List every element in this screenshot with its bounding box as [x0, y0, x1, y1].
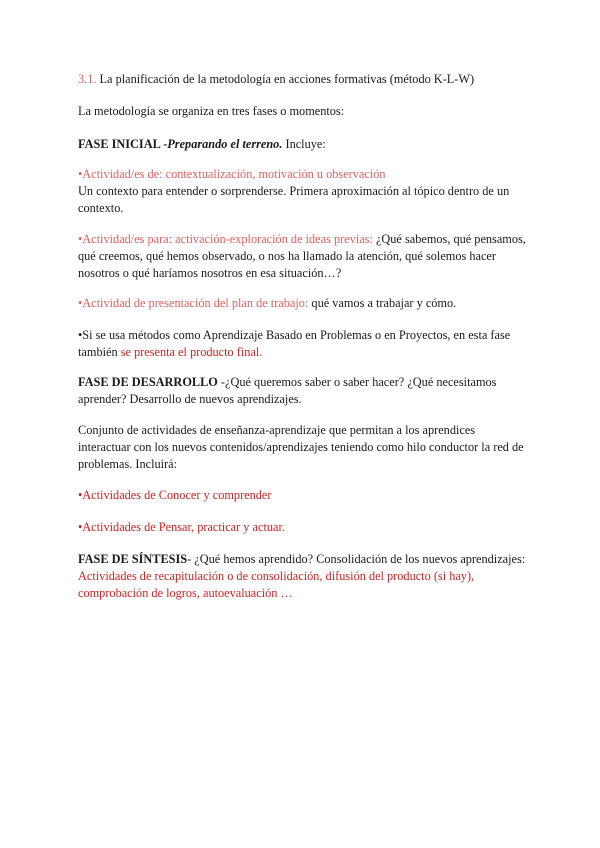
fase-inicial-title: FASE INICIAL -	[78, 137, 168, 151]
activity-pensar: •Actividades de Pensar, practicar y actuar.	[78, 520, 285, 534]
conjunto-paragraph: Conjunto de actividades de enseñanza-aprendizaje que permitan a los aprendices interactuar con los nuevos contenidos/aprendizajes teniendo como hilo conductor la red de problemas. Incluirá:	[78, 423, 524, 471]
activity-conocer: •Actividades de Conocer y comprender	[78, 488, 272, 502]
intro-paragraph: La metodología se organiza en tres fases o momentos:	[78, 104, 345, 118]
fase-inicial-heading	[78, 136, 528, 153]
activity-abp	[78, 327, 528, 361]
activity-activation-label: •Actividad/es para: activación-exploración de ideas previas:	[78, 232, 373, 246]
activity-contextualization	[78, 166, 528, 217]
section-title: La planificación de la metodología en acciones formativas (método K-L-W)	[99, 72, 475, 86]
fase-inicial-rest: Incluye:	[282, 137, 326, 151]
activity-activation	[78, 231, 528, 282]
fase-sintesis-activities: Actividades de recapitulación o de consolidación, difusión del producto (si hay), comprobación de logros, autoevaluación …	[78, 569, 475, 600]
fase-sintesis-title: FASE DE SÍNTESIS	[78, 552, 188, 566]
activity-plan	[78, 295, 528, 312]
section-number: 3.1.	[78, 72, 97, 86]
activity-activation-text: ¿Qué sabemos, qué pensamos, qué creemos, qué hemos observado, o nos ha llamado la atención, qué solemos hacer nosotros o qué haríamos nosotros en esa situación…?	[78, 232, 526, 280]
fase-desarrollo-heading	[78, 374, 528, 408]
activity-plan-text: qué vamos a trabajar y cómo.	[308, 296, 457, 310]
activity-contextualization-text: Un contexto para entender o sorprenderse. Primera aproximación al tópico dentro de un contexto.	[78, 184, 510, 215]
activity-abp-highlight: se presenta el producto final.	[120, 345, 263, 359]
fase-inicial-subtitle: Preparando el terreno.	[167, 137, 283, 151]
fase-desarrollo-title: FASE DE DESARROLLO	[78, 375, 218, 389]
fase-sintesis-rest: - ¿Qué hemos aprendido? Consolidación de los nuevos aprendizajes:	[187, 552, 526, 566]
activity-plan-label: •Actividad de presentación del plan de trabajo:	[78, 296, 309, 310]
section-heading	[78, 71, 528, 88]
activity-contextualization-label: •Actividad/es de: contextualización, motivación u observación	[78, 167, 386, 181]
fase-desarrollo-rest: -¿Qué queremos saber o saber hacer? ¿Qué necesitamos aprender? Desarrollo de nuevos aprendizajes.	[78, 375, 497, 406]
fase-sintesis-heading	[78, 551, 528, 602]
activity-abp-text: •Si se usa métodos como Aprendizaje Basado en Problemas o en Proyectos, en esta fase también	[78, 328, 511, 359]
